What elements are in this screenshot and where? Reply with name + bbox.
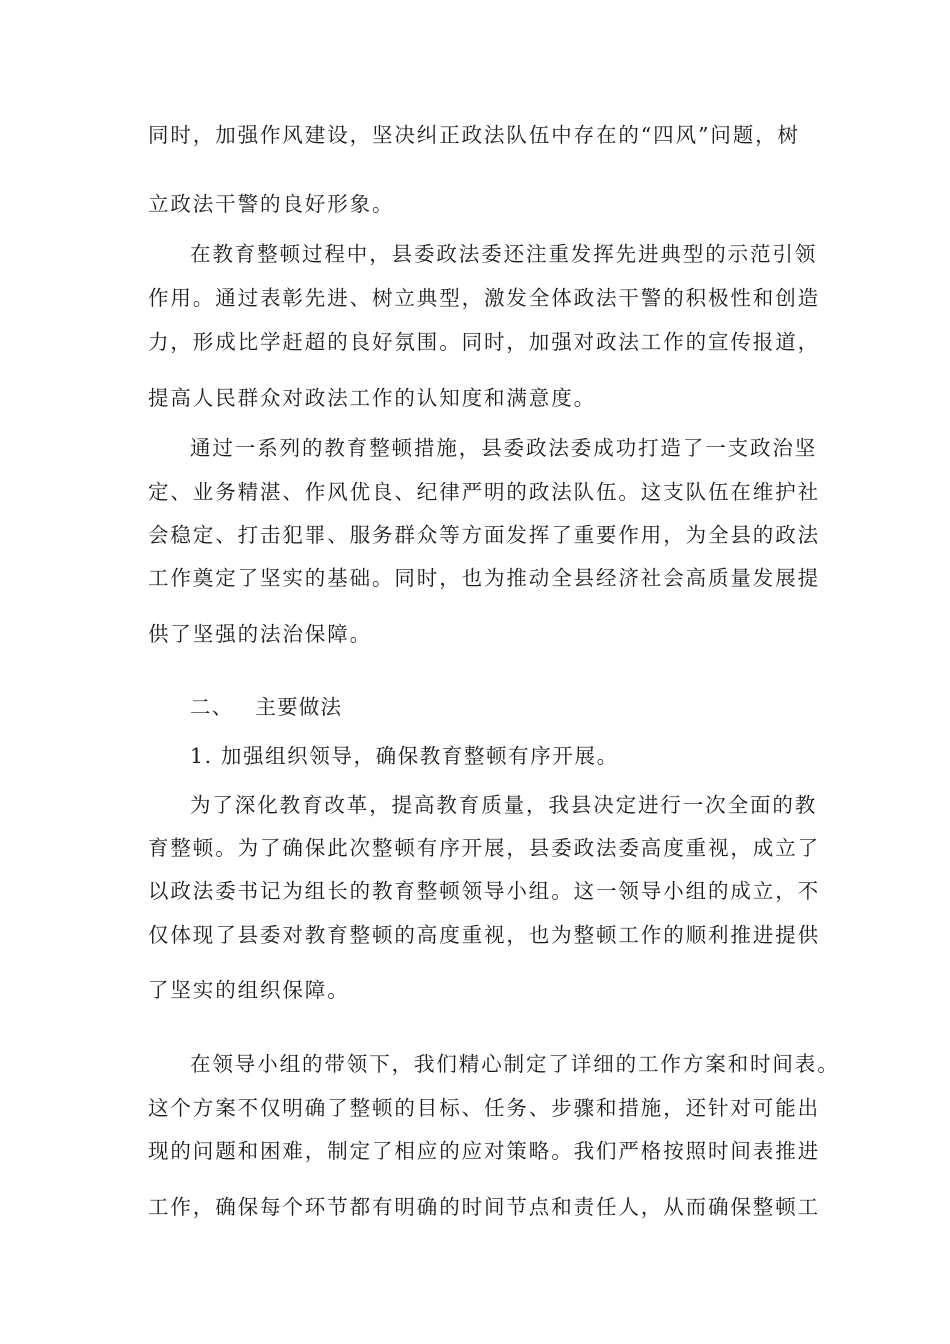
text-line: 同时，加强作风建设，坚决纠正政法队伍中存在的“四风”问题，树	[148, 123, 800, 147]
text-line: 以政法委书记为组长的教育整顿领导小组。这一领导小组的成立，不	[148, 879, 820, 903]
text-line: 会稳定、打击犯罪、服务群众等方面发挥了重要作用，为全县的政法	[148, 523, 820, 547]
text-line: 了坚实的组织保障。	[148, 978, 350, 1002]
text-line: 为了深化教育改革，提高教育质量，我县决定进行一次全面的教	[190, 793, 818, 817]
text-line: 现的问题和困难，制定了相应的应对策略。我们严格按照时间表推进	[148, 1139, 820, 1163]
text-line: 立政法干警的良好形象。	[148, 192, 395, 216]
text-line: 通过一系列的教育整顿措施，县委政法委成功打造了一支政治坚	[190, 436, 818, 460]
text-line: 工作奠定了坚实的基础。同时，也为推动全县经济社会高质量发展提	[148, 566, 820, 590]
subheading: 1. 加强组织领导，确保教育整顿有序开展。	[190, 744, 619, 768]
text-line: 育整顿。为了确保此次整顿有序开展，县委政法委高度重视，成立了	[148, 836, 820, 860]
text-line: 工作，确保每个环节都有明确的时间节点和责任人，从而确保整顿工	[148, 1195, 820, 1219]
text-line: 仅体现了县委对教育整顿的高度重视，也为整顿工作的顺利推进提供	[148, 923, 820, 947]
section-heading	[190, 693, 855, 721]
text-line: 这个方案不仅明确了整顿的目标、任务、步骤和措施，还针对可能出	[148, 1096, 820, 1120]
text-line: 力，形成比学赶超的良好氛围。同时，加强对政法工作的宣传报道，	[148, 330, 820, 354]
text-line: 在领导小组的带领下，我们精心制定了详细的工作方案和时间表。	[190, 1052, 840, 1076]
text-line: 作用。通过表彰先进、树立典型，激发全体政法干警的积极性和创造	[148, 286, 820, 310]
text-line: 在教育整顿过程中，县委政法委还注重发挥先进典型的示范引领	[190, 242, 818, 266]
section-title: 主要做法	[255, 695, 343, 719]
text-line: 供了坚强的法治保障。	[148, 622, 372, 646]
section-number: 二、	[190, 695, 234, 719]
text-line: 提高人民群众对政法工作的认知度和满意度。	[148, 386, 596, 410]
text-line: 定、业务精湛、作风优良、纪律严明的政法队伍。这支队伍在维护社	[148, 480, 820, 504]
